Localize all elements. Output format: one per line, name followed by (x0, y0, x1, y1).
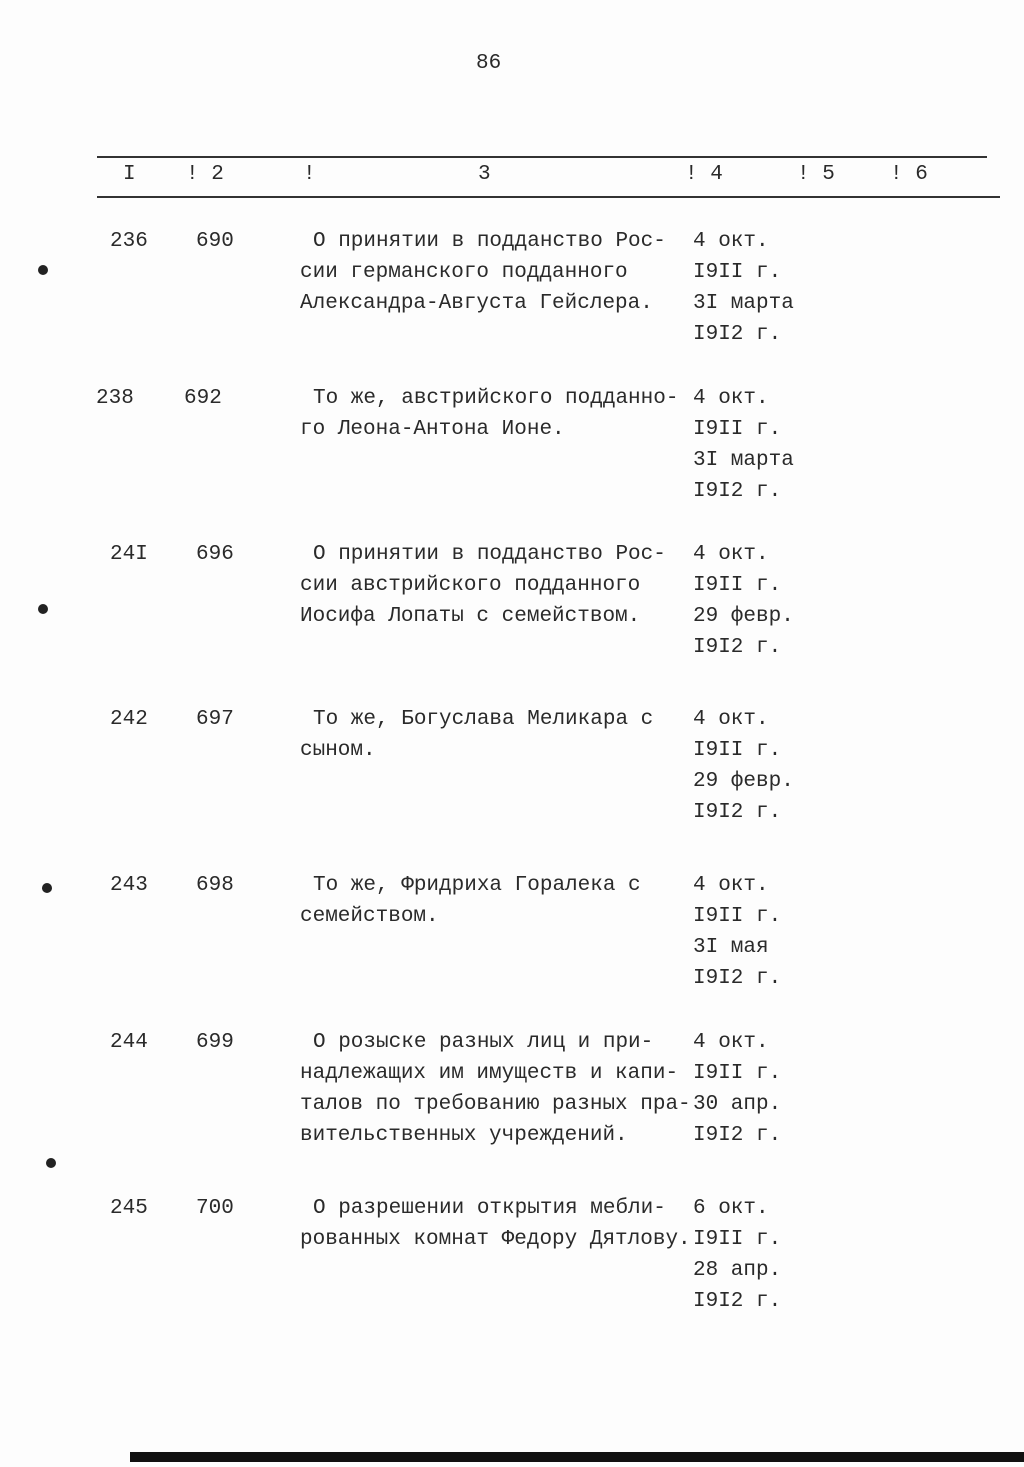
punch-mark (38, 604, 48, 614)
page-number: 86 (476, 52, 502, 75)
entry-title-line: го Леона-Антона Ионе. (300, 418, 565, 441)
entry-title-line: сии австрийского подданного (300, 574, 641, 597)
entry-title-line: То же, Богуслава Меликара с (313, 708, 654, 731)
entry-date-line: 3I мая (693, 936, 769, 959)
entry-date-line: 4 окт. (693, 230, 769, 253)
file-number: 690 (196, 230, 234, 253)
entry-date-line: I9II г. (693, 261, 782, 284)
entry-title-line: сыном. (300, 739, 376, 762)
entry-number: 238 (96, 387, 134, 410)
entry-number: 244 (110, 1031, 148, 1054)
entry-date-line: 4 окт. (693, 708, 769, 731)
punch-mark (42, 883, 52, 893)
entry-date-line: 28 апр. (693, 1259, 782, 1282)
entry-date-line: I9II г. (693, 418, 782, 441)
file-number: 699 (196, 1031, 234, 1054)
entry-number: 236 (110, 230, 148, 253)
entry-number: 24I (110, 543, 148, 566)
entry-title-line: талов по требованию разных пра- (300, 1093, 691, 1116)
entry-title-line: рованных комнат Федору Дятлову. (300, 1228, 691, 1251)
entry-date-line: 4 окт. (693, 1031, 769, 1054)
entry-date-line: 3I марта (693, 449, 794, 472)
entry-title-line: сии германского подданного (300, 261, 628, 284)
entry-title-line: Александра-Августа Гейслера. (300, 292, 653, 315)
entry-date-line: I9I2 г. (693, 636, 782, 659)
punch-mark (46, 1158, 56, 1168)
entry-date-line: I9II г. (693, 905, 782, 928)
entry-date-line: I9II г. (693, 739, 782, 762)
header-separator: ! (303, 163, 316, 186)
file-number: 696 (196, 543, 234, 566)
entry-date-line: 3I марта (693, 292, 794, 315)
entry-date-line: I9II г. (693, 1062, 782, 1085)
entry-date-line: I9I2 г. (693, 480, 782, 503)
entry-title-line: вительственных учреждений. (300, 1124, 628, 1147)
entry-date-line: I9I2 г. (693, 1124, 782, 1147)
entry-date-line: 6 окт. (693, 1197, 769, 1220)
entry-date-line: 4 окт. (693, 543, 769, 566)
entry-number: 245 (110, 1197, 148, 1220)
entry-date-line: 30 апр. (693, 1093, 782, 1116)
entry-date-line: I9I2 г. (693, 967, 782, 990)
header-col-5: ! 5 (797, 163, 835, 186)
entry-title-line: То же, австрийского подданно- (313, 387, 679, 410)
entry-title-line: семейством. (300, 905, 439, 928)
entry-title-line: надлежащих им имуществ и капи- (300, 1062, 679, 1085)
entry-number: 243 (110, 874, 148, 897)
header-col-4: ! 4 (685, 163, 723, 186)
entry-date-line: 29 февр. (693, 770, 794, 793)
bottom-border (130, 1452, 1024, 1462)
file-number: 698 (196, 874, 234, 897)
entry-title-line: О разрешении открытия мебли- (313, 1197, 666, 1220)
entry-date-line: I9I2 г. (693, 1290, 782, 1313)
entry-date-line: 29 февр. (693, 605, 794, 628)
header-col-2: ! 2 (186, 163, 224, 186)
entry-title-line: То же, Фридриха Горалека с (313, 874, 641, 897)
entry-date-line: I9II г. (693, 574, 782, 597)
entry-number: 242 (110, 708, 148, 731)
entry-date-line: 4 окт. (693, 874, 769, 897)
file-number: 700 (196, 1197, 234, 1220)
entry-date-line: I9II г. (693, 1228, 782, 1251)
header-col-3: 3 (478, 163, 491, 186)
entry-date-line: 4 окт. (693, 387, 769, 410)
entry-title-line: О принятии в подданство Рос- (313, 230, 666, 253)
punch-mark (38, 265, 48, 275)
header-col-1: I (123, 163, 136, 186)
file-number: 692 (184, 387, 222, 410)
header-bottom-rule (97, 196, 1000, 198)
entry-date-line: I9I2 г. (693, 323, 782, 346)
header-top-rule (97, 156, 987, 158)
file-number: 697 (196, 708, 234, 731)
entry-title-line: О принятии в подданство Рос- (313, 543, 666, 566)
header-col-6: ! 6 (890, 163, 928, 186)
entry-title-line: Иосифа Лопаты с семейством. (300, 605, 641, 628)
entry-date-line: I9I2 г. (693, 801, 782, 824)
entry-title-line: О розыске разных лиц и при- (313, 1031, 654, 1054)
